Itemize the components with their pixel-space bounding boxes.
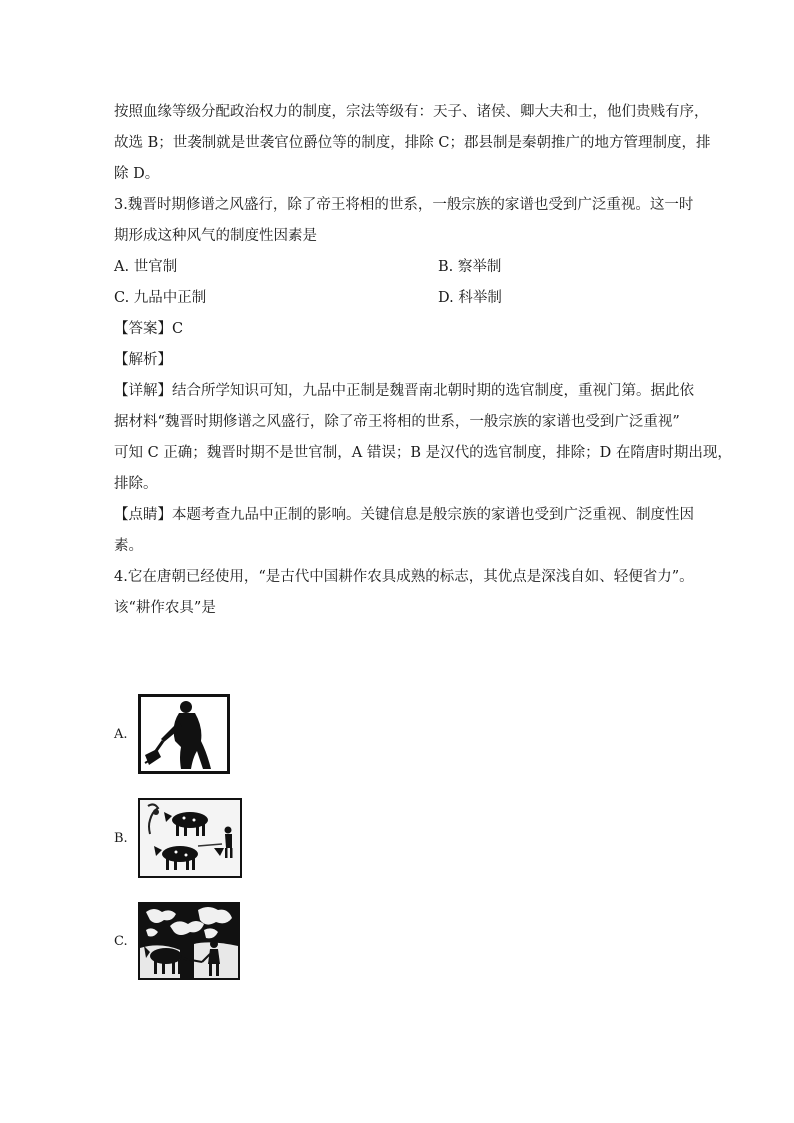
ox-farmer-image <box>138 902 240 980</box>
intro-line-1: 按照血缘等级分配政治权力的制度，宗法等级有：天子、诸侯、卿大夫和士，他们贵贱有序， <box>114 104 709 120</box>
intro-line-2: 故选 B；世袭制就是世袭官位爵位等的制度，排除 C；郡县制是秦朝推广的地方管理制度，排 <box>114 135 711 151</box>
intro-line-3: 除 D。 <box>114 166 160 182</box>
tool-figure-image <box>138 694 230 774</box>
spacer <box>114 624 684 682</box>
q3-detail-line-2: 据材料“魏晋时期修谱之风盛行，除了帝王将相的世系，一般宗族的家谱也受到广泛重视” <box>114 414 680 430</box>
q4-stem-line-1: 4.它在唐朝已经使用，“是古代中国耕作农具成熟的标志，其优点是深浅自如、轻便省力”。 <box>114 569 694 585</box>
q3-option-c: C. 九品中正制 <box>114 290 207 306</box>
q3-option-b: B. 察举制 <box>438 259 502 275</box>
q4-image-option-a-letter: A. <box>114 726 128 742</box>
document-page <box>114 97 732 980</box>
q3-comment-line-1: 【点睛】本题考查九品中正制的影响。关键信息是般宗族的家谱也受到广泛重视、制度性因 <box>114 507 694 523</box>
q3-detail-line-4: 排除。 <box>114 476 158 492</box>
oxen-plough-image <box>138 798 242 878</box>
q4-image-option-c <box>114 902 684 980</box>
q3-options <box>114 252 684 314</box>
q4-image-option-a <box>114 694 684 774</box>
q3-detail-line-1: 【详解】结合所学知识可知，九品中正制是魏晋南北朝时期的选官制度，重视门第。据此依 <box>114 383 694 399</box>
q3-stem-line-1: 3.魏晋时期修谱之风盛行，除了帝王将相的世系，一般宗族的家谱也受到广泛重视。这一时 <box>114 197 694 213</box>
q3-answer: 【答案】C <box>114 321 184 337</box>
q3-option-a: A. 世官制 <box>114 259 178 275</box>
q4-image-option-c-letter: C. <box>114 933 128 949</box>
q4-image-option-b <box>114 798 684 878</box>
q4-image-option-b-letter: B. <box>114 830 128 846</box>
q3-stem-line-2: 期形成这种风气的制度性因素是 <box>114 228 317 244</box>
q3-analysis-label: 【解析】 <box>114 352 172 368</box>
q4-stem-line-2: 该“耕作农具”是 <box>114 600 216 616</box>
q3-comment-line-2: 素。 <box>114 538 143 554</box>
q3-detail-line-3: 可知 C 正确；魏晋时期不是世官制，A 错误；B 是汉代的选官制度，排除；D 在隋唐时期出现， <box>114 445 732 461</box>
q3-option-d: D. 科举制 <box>438 290 502 306</box>
